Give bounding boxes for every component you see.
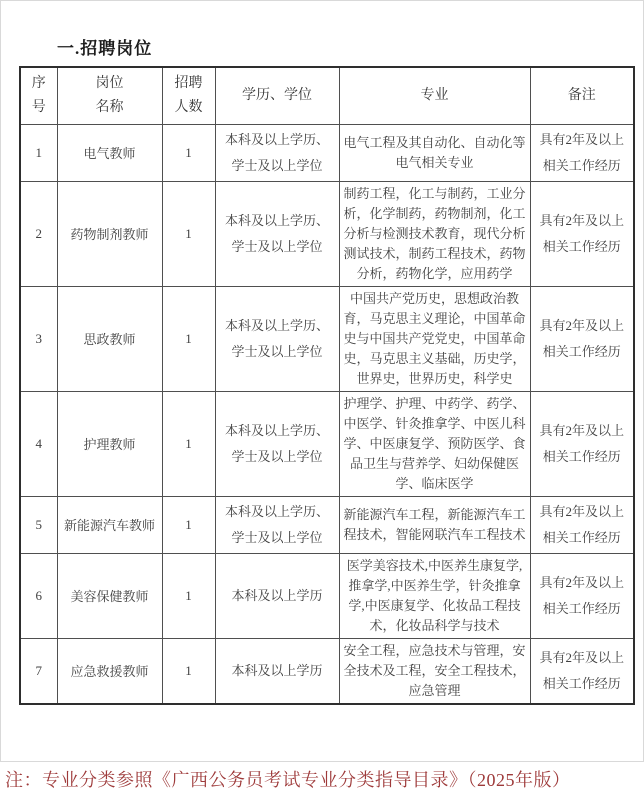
cell-remark: 具有2年及以上相关工作经历	[530, 553, 634, 638]
cell-position: 电气教师	[57, 124, 162, 181]
cell-position: 药物制剂教师	[57, 181, 162, 286]
cell-count: 1	[162, 181, 215, 286]
cell-count: 1	[162, 391, 215, 496]
cell-count: 1	[162, 124, 215, 181]
cell-no: 3	[20, 286, 57, 391]
cell-education: 本科及以上学历、学士及以上学位	[215, 391, 339, 496]
cell-no: 4	[20, 391, 57, 496]
footnote: 注：专业分类参照《广西公务员考试专业分类指导目录》（2025年版）	[5, 769, 571, 790]
cell-no: 5	[20, 496, 57, 553]
cell-count: 1	[162, 496, 215, 553]
col-header-remark: 备注	[530, 67, 634, 124]
cell-count: 1	[162, 286, 215, 391]
cell-major: 中国共产党历史，思想政治教育，马克思主义理论，中国革命史与中国共产党党史，中国革命史，马克思主义基础，历史学，世界史，世界历史，科学史	[339, 286, 530, 391]
cell-remark: 具有2年及以上相关工作经历	[530, 638, 634, 704]
cell-remark: 具有2年及以上相关工作经历	[530, 286, 634, 391]
cell-position: 新能源汽车教师	[57, 496, 162, 553]
cell-major: 电气工程及其自动化、自动化等电气相关专业	[339, 124, 530, 181]
cell-major: 安全工程，应急技术与管理，安全技术及工程，安全工程技术，应急管理	[339, 638, 530, 704]
cell-position: 思政教师	[57, 286, 162, 391]
cell-remark: 具有2年及以上相关工作经历	[530, 181, 634, 286]
cell-no: 7	[20, 638, 57, 704]
table-header-row	[20, 67, 634, 124]
cell-major: 护理学、护理、中药学、药学、中医学、针灸推拿学、中医儿科学、中医康复学、预防医学、食品卫生与营养学、妇幼保健医学、临床医学	[339, 391, 530, 496]
cell-education: 本科及以上学历、学士及以上学位	[215, 124, 339, 181]
cell-count: 1	[162, 553, 215, 638]
cell-education: 本科及以上学历	[215, 553, 339, 638]
table-row	[20, 496, 634, 553]
cell-no: 2	[20, 181, 57, 286]
cell-major: 新能源汽车工程，新能源汽车工程技术，智能网联汽车工程技术	[339, 496, 530, 553]
col-header-count: 招聘人数	[162, 67, 215, 124]
cell-education: 本科及以上学历、学士及以上学位	[215, 286, 339, 391]
cell-position: 应急救援教师	[57, 638, 162, 704]
table-row	[20, 391, 634, 496]
col-header-position: 岗位名称	[57, 67, 162, 124]
cell-education: 本科及以上学历、学士及以上学位	[215, 181, 339, 286]
section-title: 一.招聘岗位	[57, 39, 153, 58]
table-row	[20, 553, 634, 638]
cell-count: 1	[162, 638, 215, 704]
col-header-major: 专业	[339, 67, 530, 124]
cell-education: 本科及以上学历、学士及以上学位	[215, 496, 339, 553]
cell-remark: 具有2年及以上相关工作经历	[530, 391, 634, 496]
cell-remark: 具有2年及以上相关工作经历	[530, 124, 634, 181]
table-row	[20, 286, 634, 391]
table-row	[20, 124, 634, 181]
cell-position: 美容保健教师	[57, 553, 162, 638]
cell-no: 6	[20, 553, 57, 638]
cell-no: 1	[20, 124, 57, 181]
cell-major: 制药工程，化工与制药，工业分析，化学制药，药物制剂，化工分析与检测技术教育，现代分析测试技术，制药工程技术，药物分析，药物化学，应用药学	[339, 181, 530, 286]
recruitment-table	[19, 66, 635, 705]
table-row	[20, 638, 634, 704]
cell-education: 本科及以上学历	[215, 638, 339, 704]
cell-major: 医学美容技术,中医养生康复学,推拿学,中医养生学，针灸推拿学,中医康复学、化妆品工程技术，化妆品科学与技术	[339, 553, 530, 638]
table-row	[20, 181, 634, 286]
cell-remark: 具有2年及以上相关工作经历	[530, 496, 634, 553]
col-header-no: 序号	[20, 67, 57, 124]
cell-position: 护理教师	[57, 391, 162, 496]
col-header-education: 学历、学位	[215, 67, 339, 124]
